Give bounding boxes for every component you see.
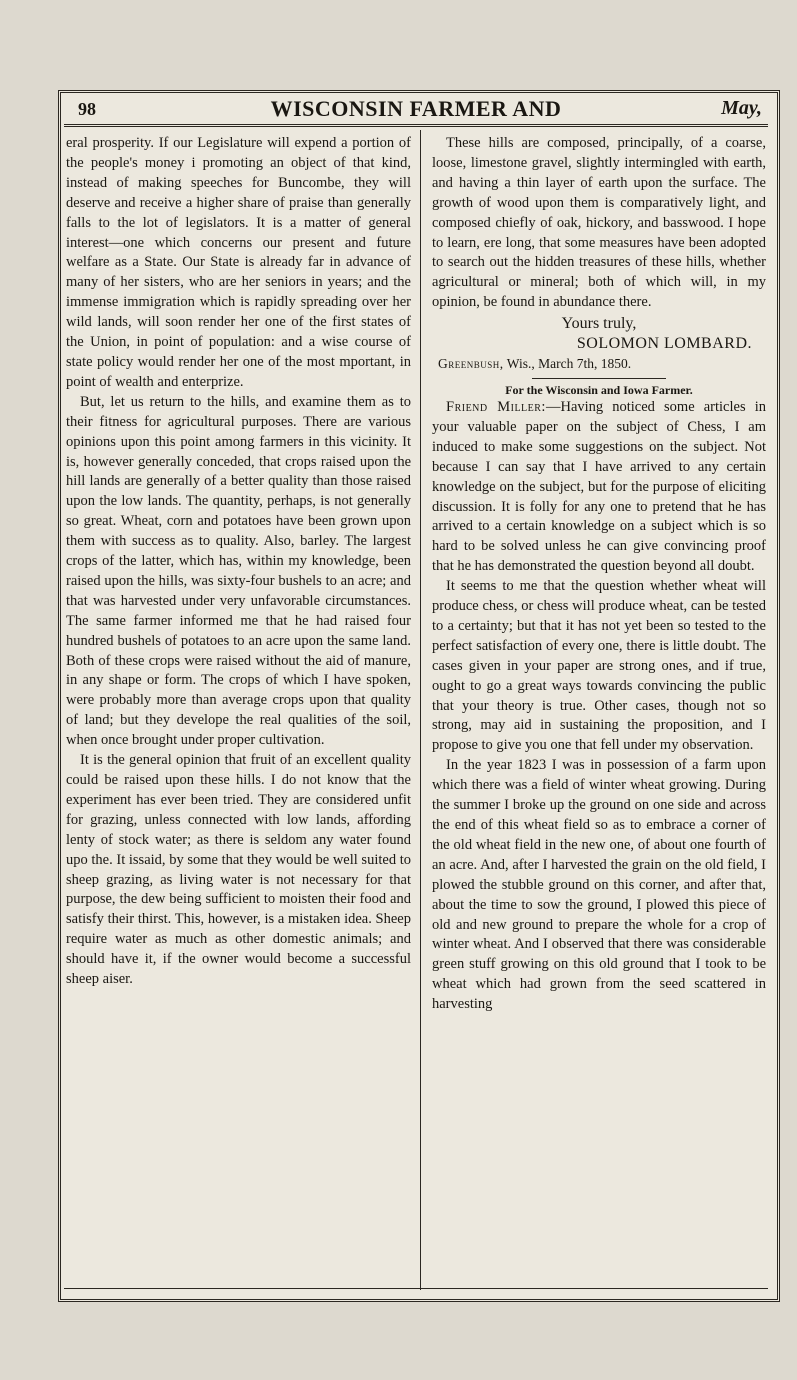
dateline-place: Greenbush, xyxy=(438,356,504,372)
letter-closing: Yours truly, xyxy=(561,315,637,333)
right-column xyxy=(432,134,766,1279)
page-number: 98 xyxy=(78,99,96,119)
left-column xyxy=(66,134,411,1279)
newspaper-page xyxy=(58,90,780,1302)
letter-salutation: Friend Miller: xyxy=(446,398,546,415)
letter-signer: SOLOMON LOMBARD. xyxy=(576,335,752,353)
issue-month: May, xyxy=(721,97,762,119)
article-paragraph: In the year 1823 I was in possession of a farm upon which there was a field of winter wheat growing. During the summer I broke up the ground on one side and across the end of this wheat field so as to embrace a corner of the old wheat field in the new one, of about one fourth of an acre. And, after I harvested the grain on the old field, I plowed the stubble ground on this corner, and after that, about the time to sow the ground, I plowed this piece of old and new ground to prepare the whole for a crop of winter wheat. And I observed that there was considerable green stuff growing on this old ground that I took to be wheat which had grown from the seed scattered in harvesting xyxy=(432,757,766,1013)
publication-title: WISCONSIN FARMER AND xyxy=(270,96,562,121)
column-divider xyxy=(420,130,421,1290)
bottom-rule xyxy=(64,1288,768,1289)
article-paragraph: eral prosperity. If our Legislature will expend a portion of the people's money i promoting an object of that kind, instead of making speeches for Buncombe, they will deserve and receive a higher share of praise than generally falls to the lot of legislators. It is a matter of general interest—one which concerns our present and future welfare as a State. Our State is already far in advance of many of her sisters, who are her seniors in years; and the immense immigration which is rapidly spreading over her wild lands, will soon render her one of the first states of the Union, in point of population: and a wise course of state policy would render her one of the most mportant, in point of wealth and enterprize. xyxy=(66,135,411,390)
article-paragraph: These hills are composed, principally, of a coarse, loose, limestone gravel, slightly intermingled with earth, and having a thin layer of earth upon the surface. The growth of wood upon them is comparatively light, and composed chiefly of oak, hickory, and basswood. I hope to learn, ere long, that some measures have been adopted to search out the hidden treasures of these hills, whether agricultural or mineral; both of which will, in my opinion, be found in abundance there. xyxy=(432,135,766,311)
letter-opening xyxy=(432,398,766,577)
article-paragraph: —Having noticed some articles in your valuable paper on the subject of Chess, I am induced to make some suggestions on the subject. Not because I can say that I have arrived to any certain knowledge on the subject, but for the purpose of eliciting discussion. It is folly for any one to pretend that he has arrived to a certain knowledge on a subject which is so hard to be solved unless he can give convincing proof that he has demonstrated the question beyond all doubt. xyxy=(432,398,766,575)
article-paragraph: It seems to me that the question whether wheat will produce chess, or chess will produce wheat, can be tested to a certainty; but that it has not yet been so tested to the perfect satisfaction of every one, there is little doubt. The cases given in your paper are strong ones, and if true, ought to go a great ways towards convincing the public that your theory is true. Other cases, though not so strong, may aid in sustaining the proposition, and I propose to give you one that fell under my observation. xyxy=(432,578,766,754)
article-paragraph: It is the general opinion that fruit of an excellent quality could be raised upon these hills. I do not know that the experiment has ever been tried. They are considered unfit for grazing, unless connected with low lands, affording lenty of stock water; as there is seldom any water found upo the. It issaid, by some that they would be well suited to sheep grazing, as living water is not necessary for that purpose, the dew being sufficient to moisten their food and satisfy their thirst. This, however, is a mistaken idea. Sheep require water as much as other domestic animals; and should have it, if the owner would become a successful sheep aiser. xyxy=(66,752,411,988)
running-header xyxy=(64,96,768,127)
section-divider xyxy=(532,378,666,379)
letter-dateline xyxy=(432,354,766,374)
dateline-date: Wis., March 7th, 1850. xyxy=(506,356,632,372)
article-paragraph: But, let us return to the hills, and examine them as to their fitness for agricultural purposes. There are various opinions upon this point among farmers in this vicinity. It is, however generally conceded, that crops raised upon the hill lands are generally of a better quality than those raised upon the low lands. The quantity, perhaps, is not generally so great. Wheat, corn and potatoes have been grown upon them with success as to quality. Also, barley. The largest crops of the latter, which has, within my knowledge, been raised upon the hills, was sixty-four bushels to an acre; and that was harvested under very unfavorable circumstances. The same farmer informed me that he had raised four hundred bushels of potatoes to an acre upon the same land. Both of these crops were raised without the aid of manure, in any shape or form. The crops of which I have spoken, were probably more than average crops upon that quality of land; but they develope the real qualities of the soil, when once brought under proper cultivation. xyxy=(66,393,411,749)
section-heading: For the Wisconsin and Iowa Farmer. xyxy=(505,382,693,397)
